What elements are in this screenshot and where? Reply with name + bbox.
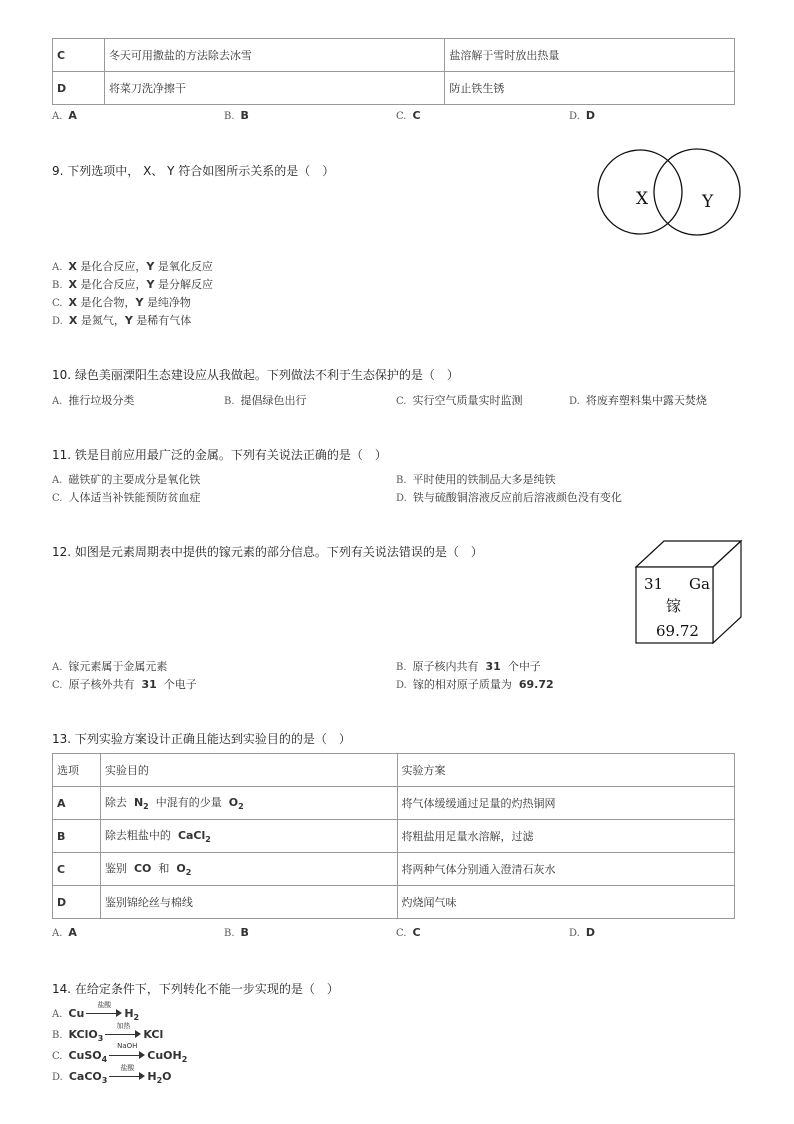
venn-label-x: X [636, 189, 649, 209]
q11-stem: 11. 铁是目前应用最广泛的金属。下列有关说法正确的是（ ） [52, 448, 387, 462]
option-value: C [412, 109, 421, 122]
option-text: 是纯净物 [146, 296, 191, 309]
q8-option-a[interactable] [52, 109, 77, 122]
q9-option-d[interactable] [52, 312, 191, 328]
q11-option-c[interactable] [52, 489, 200, 505]
reaction-arrow-icon: 盐酸 [86, 1006, 122, 1018]
q12-option-b[interactable] [396, 658, 541, 674]
option-number: 31 [485, 660, 501, 673]
element-symbol: Ga [689, 575, 710, 593]
product: KCl [143, 1028, 164, 1041]
table-header-row [53, 754, 735, 787]
option-letter: C. [52, 680, 63, 691]
q14-option-b[interactable] [52, 1022, 164, 1044]
option-text: 是氧化反应 [157, 260, 213, 273]
option-var-y: Y [124, 314, 133, 327]
table-cell-purpose [100, 820, 397, 853]
reactant: CuSO$_4$ [68, 1049, 108, 1065]
q8-option-d[interactable] [569, 109, 595, 122]
q9-option-c[interactable] [52, 294, 191, 310]
table-cell-key: C [53, 39, 105, 72]
option-letter: C. [52, 493, 63, 504]
option-var-y: Y [146, 260, 155, 273]
option-letter: C. [52, 1051, 63, 1062]
table-cell-plan: 将两种气体分别通入澄清石灰水 [397, 853, 735, 886]
option-text: 人体适当补铁能预防贫血症 [68, 491, 201, 504]
option-letter: B. [52, 280, 63, 291]
product: CuOH$_2$ [147, 1049, 188, 1065]
q13-stem: 13. 下列实验方案设计正确且能达到实验目的的是（ ） [52, 732, 351, 746]
option-text: 个电子 [163, 678, 197, 691]
option-letter: B. [396, 475, 407, 486]
table-cell-key: D [53, 72, 105, 105]
product: $H_2O$ [147, 1070, 172, 1086]
option-value: B [240, 926, 249, 939]
option-value: D [585, 926, 595, 939]
element-mass: 69.72 [656, 622, 699, 640]
option-letter: D. [396, 680, 407, 691]
purpose-text: 鉴别 [104, 862, 127, 876]
q9-option-b[interactable] [52, 276, 213, 292]
reaction-arrow-icon: 盐酸 [109, 1069, 145, 1081]
q8-option-b[interactable] [224, 109, 249, 122]
option-var-y: Y [146, 278, 155, 291]
reaction-arrow-icon: NaOH [109, 1048, 145, 1060]
option-letter: D. [52, 316, 63, 327]
q13-option-b[interactable] [224, 926, 249, 939]
table-row [53, 39, 735, 72]
reactant: CaCO$_3$ [68, 1070, 108, 1086]
option-text: 铁与硫酸铜溶液反应前后溶液颜色没有变化 [412, 491, 622, 504]
option-var-x: X [68, 260, 77, 273]
option-text: 是化合反应， [80, 260, 147, 273]
option-letter: A. [52, 662, 63, 673]
option-letter: B. [396, 662, 407, 673]
option-text: 平时使用的铁制品大多是纯铁 [412, 473, 556, 486]
q12-option-a[interactable] [52, 658, 167, 674]
table-cell-example: 将菜刀洗净擦干 [104, 72, 444, 105]
q10-option-b[interactable] [224, 392, 307, 408]
option-number: 69.72 [518, 678, 554, 691]
q14-option-d[interactable] [52, 1064, 172, 1086]
option-letter: B. [52, 1030, 63, 1041]
option-text: 是化合物， [80, 296, 136, 309]
q8-table [52, 38, 735, 105]
reaction-arrow-icon: 加热 [105, 1027, 141, 1039]
q14-stem: 14. 在给定条件下，下列转化不能一步实现的是（ ） [52, 982, 339, 996]
option-text: 磁铁矿的主要成分是氧化铁 [68, 473, 201, 486]
option-value: B [240, 109, 249, 122]
table-cell-explanation: 盐溶解于雪时放出热量 [445, 39, 735, 72]
option-letter: D. [569, 111, 580, 122]
option-letter: D. [569, 396, 580, 407]
q9-stem: 9. 下列选项中， X、 Y 符合如图所示关系的是（ ） [52, 164, 335, 178]
purpose-text: 和 [158, 862, 170, 876]
q13-table [52, 753, 735, 919]
table-cell-purpose [100, 787, 397, 820]
table-cell-plan: 将粗盐用足量水溶解，过滤 [397, 820, 735, 853]
option-number: 31 [141, 678, 157, 691]
table-header-purpose: 实验目的 [100, 754, 397, 787]
table-cell-key: D [53, 886, 101, 919]
q13-option-a[interactable] [52, 926, 77, 939]
option-text: 是化合反应， [80, 278, 147, 291]
option-text: 原子核内共有 [412, 660, 479, 673]
option-letter: A. [52, 928, 63, 939]
formula: CO [133, 862, 152, 876]
reactant: KClO$_3$ [68, 1028, 104, 1044]
purpose-text: 中混有的少量 [155, 796, 222, 810]
q12-option-c[interactable] [52, 676, 197, 692]
q10-option-a[interactable] [52, 392, 134, 408]
option-letter: B. [224, 928, 235, 939]
venn-label-y: Y [702, 192, 714, 212]
option-text: 原子核外共有 [68, 678, 135, 691]
element-name: 镓 [666, 597, 682, 615]
purpose-text: 除去粗盐中的 [104, 829, 171, 843]
option-text: 实行空气质量实时监测 [412, 394, 523, 407]
q8-option-c[interactable] [396, 109, 421, 122]
option-letter: D. [52, 1072, 63, 1083]
option-letter: A. [52, 1009, 63, 1020]
table-cell-explanation: 防止铁生锈 [445, 72, 735, 105]
option-value: A [68, 109, 77, 122]
formula: $O_2$ [228, 796, 244, 812]
q11-option-b[interactable] [396, 471, 556, 487]
table-cell-purpose [100, 853, 397, 886]
element-number: 31 [644, 575, 664, 593]
option-var-y: Y [135, 296, 144, 309]
option-letter: A. [52, 262, 63, 273]
q11-option-a[interactable] [52, 471, 200, 487]
table-cell-key: A [53, 787, 101, 820]
q12-stem: 12. 如图是元素周期表中提供的镓元素的部分信息。下列有关说法错误的是（ ） [52, 545, 483, 559]
q11-option-d[interactable] [396, 489, 622, 505]
q13-option-c[interactable] [396, 926, 421, 939]
option-text: 镓的相对原子质量为 [412, 678, 512, 691]
table-cell-key: B [53, 820, 101, 853]
option-value: C [412, 926, 421, 939]
q13-option-d[interactable] [569, 926, 595, 939]
q14-option-a[interactable] [52, 1001, 140, 1023]
formula: $N_2$ [133, 796, 149, 812]
option-letter: A. [52, 396, 63, 407]
product: $H_2$ [124, 1007, 140, 1023]
option-text: 个中子 [507, 660, 541, 673]
q12-option-d[interactable] [396, 676, 554, 692]
option-letter: A. [52, 111, 63, 122]
q10-stem: 10. 绿色美丽溧阳生态建设应从我做起。下列做法不利于生态保护的是（ ） [52, 368, 459, 382]
option-letter: C. [396, 111, 407, 122]
table-cell-plan: 灼烧闻气味 [397, 886, 735, 919]
option-text: 推行垃圾分类 [68, 394, 135, 407]
table-header-option: 选项 [53, 754, 101, 787]
option-var-x: X [68, 278, 78, 291]
table-cell-plan: 将气体缓缓通过足量的灼热铜网 [397, 787, 735, 820]
table-header-plan: 实验方案 [397, 754, 735, 787]
option-text: 提倡绿色出行 [240, 394, 307, 407]
option-letter: C. [396, 396, 407, 407]
option-value: A [68, 926, 77, 939]
q10-option-d[interactable] [569, 392, 707, 408]
table-cell-example: 冬天可用撒盐的方法除去冰雪 [104, 39, 444, 72]
purpose-text: 除去 [104, 796, 127, 810]
option-value: D [585, 109, 595, 122]
element-card [634, 539, 744, 645]
option-text: 是氮气， [80, 314, 125, 327]
table-row [53, 853, 735, 886]
formula: CaCl$_2$ [177, 829, 211, 845]
venn-diagram [596, 140, 744, 246]
option-letter: C. [396, 928, 407, 939]
option-letter: A. [52, 475, 63, 486]
option-letter: D. [569, 928, 580, 939]
option-letter: B. [224, 111, 235, 122]
option-text: 是稀有气体 [136, 314, 192, 327]
option-letter: B. [224, 396, 235, 407]
reactant: Cu [68, 1007, 85, 1020]
formula: $O_2$ [176, 862, 192, 878]
option-text: 将废弃塑料集中露天焚烧 [585, 394, 707, 407]
q10-option-c[interactable] [396, 392, 522, 408]
table-row [53, 820, 735, 853]
table-cell-purpose: 鉴别锦纶丝与棉线 [100, 886, 397, 919]
q9-option-a[interactable] [52, 258, 213, 274]
table-row [53, 886, 735, 919]
q14-option-c[interactable] [52, 1042, 188, 1065]
table-cell-key: C [53, 853, 101, 886]
option-letter: D. [396, 493, 407, 504]
option-text: 是分解反应 [157, 278, 213, 291]
option-text: 镓元素属于金属元素 [68, 660, 168, 673]
table-row [53, 787, 735, 820]
option-var-x: X [68, 314, 78, 327]
option-var-x: X [68, 296, 77, 309]
table-row [53, 72, 735, 105]
venn-circle-y [654, 149, 740, 235]
option-letter: C. [52, 298, 63, 309]
